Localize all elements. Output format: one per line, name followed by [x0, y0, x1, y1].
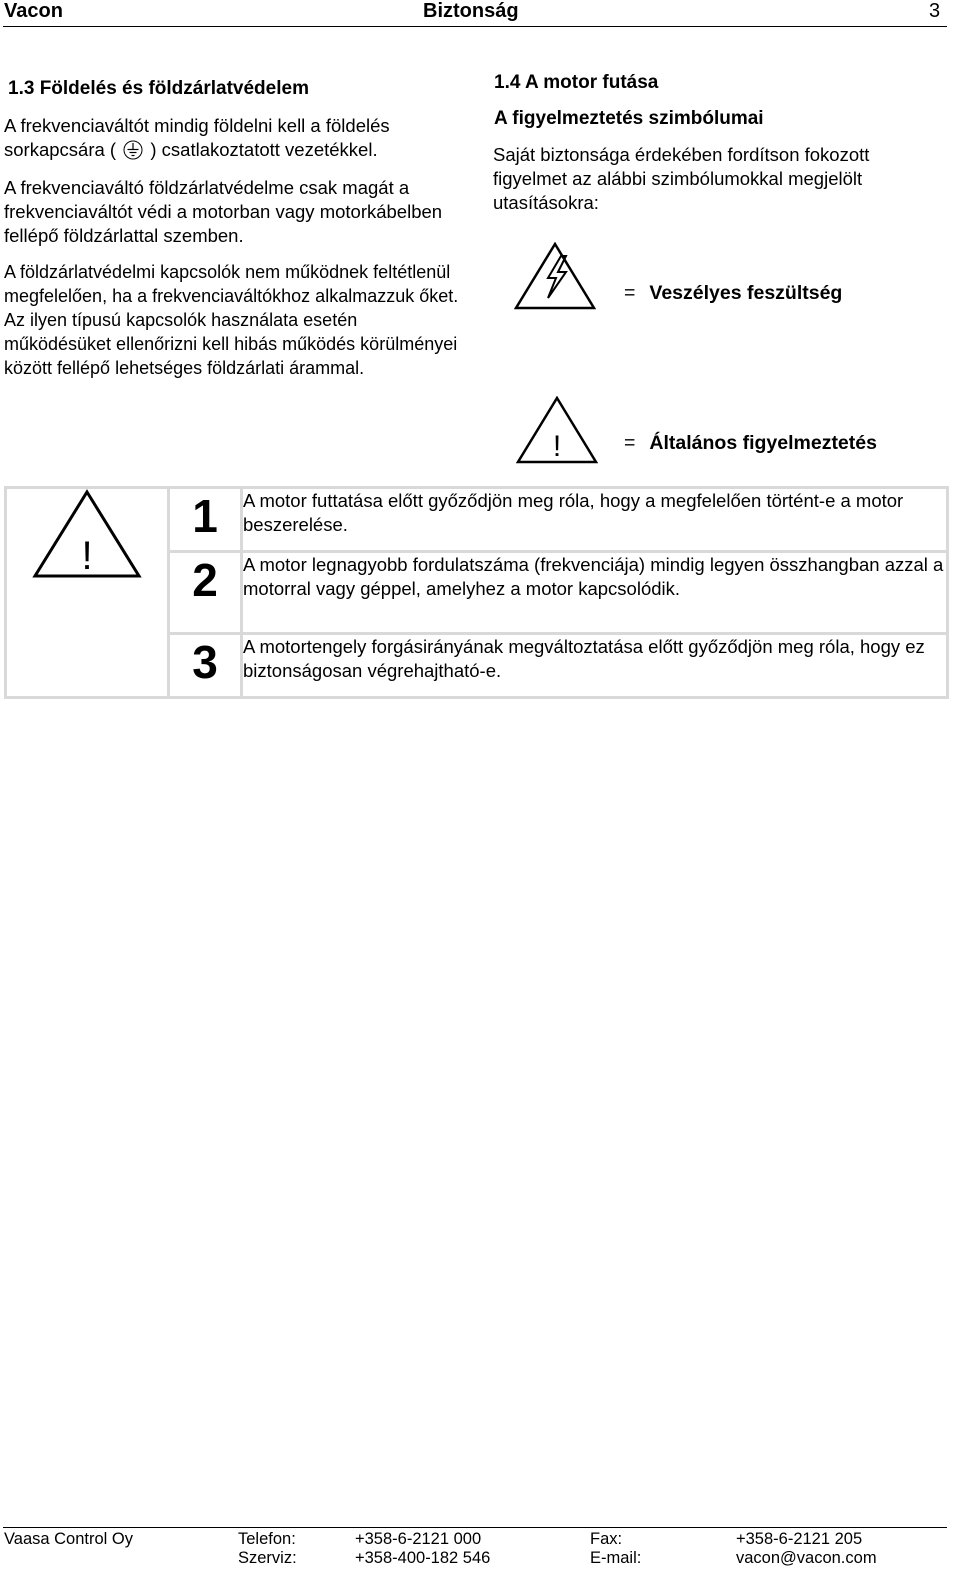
svg-text:!: !	[81, 534, 93, 578]
table-warning-icon-cell	[6, 488, 169, 698]
header-rule	[3, 26, 947, 27]
warning-text: A motortengely forgásirányának megváltoztatása előtt győződjön meg róla, hogy ez biztonságosan végrehajtható-e.	[242, 634, 948, 698]
table-row	[6, 488, 948, 552]
warnings-table	[4, 486, 949, 699]
footer-service-label: Szerviz:	[238, 1549, 297, 1567]
symbol-row-high-voltage	[624, 282, 842, 304]
footer-company: Vaasa Control Oy	[4, 1530, 134, 1548]
paragraph-text: sorkapcsára (	[4, 139, 117, 160]
footer-fax-label: Fax:	[590, 1530, 623, 1548]
header-brand: Vacon	[4, 0, 63, 22]
footer-service: +358-400-182 546	[355, 1549, 491, 1567]
general-warning-icon	[32, 489, 142, 579]
ground-symbol-icon	[123, 140, 143, 160]
warning-text: A motor legnagyobb fordulatszáma (frekvenciája) mindig legyen összhangban azzal a motorral vagy géppel, amelyhez a motor kapcsolódik.	[242, 552, 948, 634]
footer-email: vacon@vacon.com	[736, 1549, 877, 1567]
symbol-label: Veszélyes feszültség	[649, 282, 843, 304]
high-voltage-warning-icon	[514, 242, 596, 310]
section-subtitle-warning-symbols: A figyelmeztetés szimbólumai	[494, 108, 764, 129]
paragraph-line: A frekvenciaváltót mindig földelni kell a földelés	[4, 115, 390, 136]
symbol-row-general-warning	[624, 432, 877, 454]
paragraph-grounding-1	[4, 114, 464, 162]
equals-sign: =	[624, 282, 636, 304]
footer-phone: +358-6-2121 000	[355, 1530, 482, 1548]
footer-rule	[3, 1527, 947, 1528]
symbol-label: Általános figyelmeztetés	[649, 432, 877, 454]
footer-phone-label: Telefon:	[238, 1530, 296, 1548]
paragraph-symbols-intro: Saját biztonsága érdekében fordítson fokozott figyelmet az alábbi szimbólumokkal megjelölt utasításokra:	[493, 144, 870, 213]
section-title-grounding: 1.3 Földelés és földzárlatvédelem	[8, 78, 309, 99]
warning-number: 2	[169, 552, 242, 634]
footer-fax: +358-6-2121 205	[736, 1530, 863, 1548]
paragraph-text: ) csatlakoztatott vezetékkel.	[150, 139, 378, 160]
header-page-number: 3	[929, 0, 941, 22]
header-section-title: Biztonság	[423, 0, 519, 22]
paragraph-line-with-icon	[4, 138, 464, 162]
page-header	[0, 0, 960, 28]
general-warning-icon	[516, 396, 598, 464]
footer-email-label: E-mail:	[590, 1549, 642, 1567]
equals-sign: =	[624, 432, 636, 454]
svg-text:!: !	[552, 430, 562, 463]
section-title-motor-running: 1.4 A motor futása	[494, 72, 659, 93]
paragraph-grounding-3: A földzárlatvédelmi kapcsolók nem működnek feltétlenül megfelelően, ha a frekvenciaváltókhoz alkalmazzuk őket. Az ilyen típusú kapcsolók használata esetén működésüket ellenőrizni kell hibás működés körülményei között fellépő lehetséges földzárlati árammal.	[4, 262, 459, 378]
warning-text: A motor futtatása előtt győződjön meg róla, hogy a megfelelően történt-e a motor beszerelése.	[242, 488, 948, 552]
warning-number: 3	[169, 634, 242, 698]
warning-number: 1	[169, 488, 242, 552]
paragraph-grounding-2: A frekvenciaváltó földzárlatvédelme csak magát a frekvenciaváltót védi a motorban vagy motorkábelben fellépő földzárlattal szemben.	[4, 177, 443, 246]
